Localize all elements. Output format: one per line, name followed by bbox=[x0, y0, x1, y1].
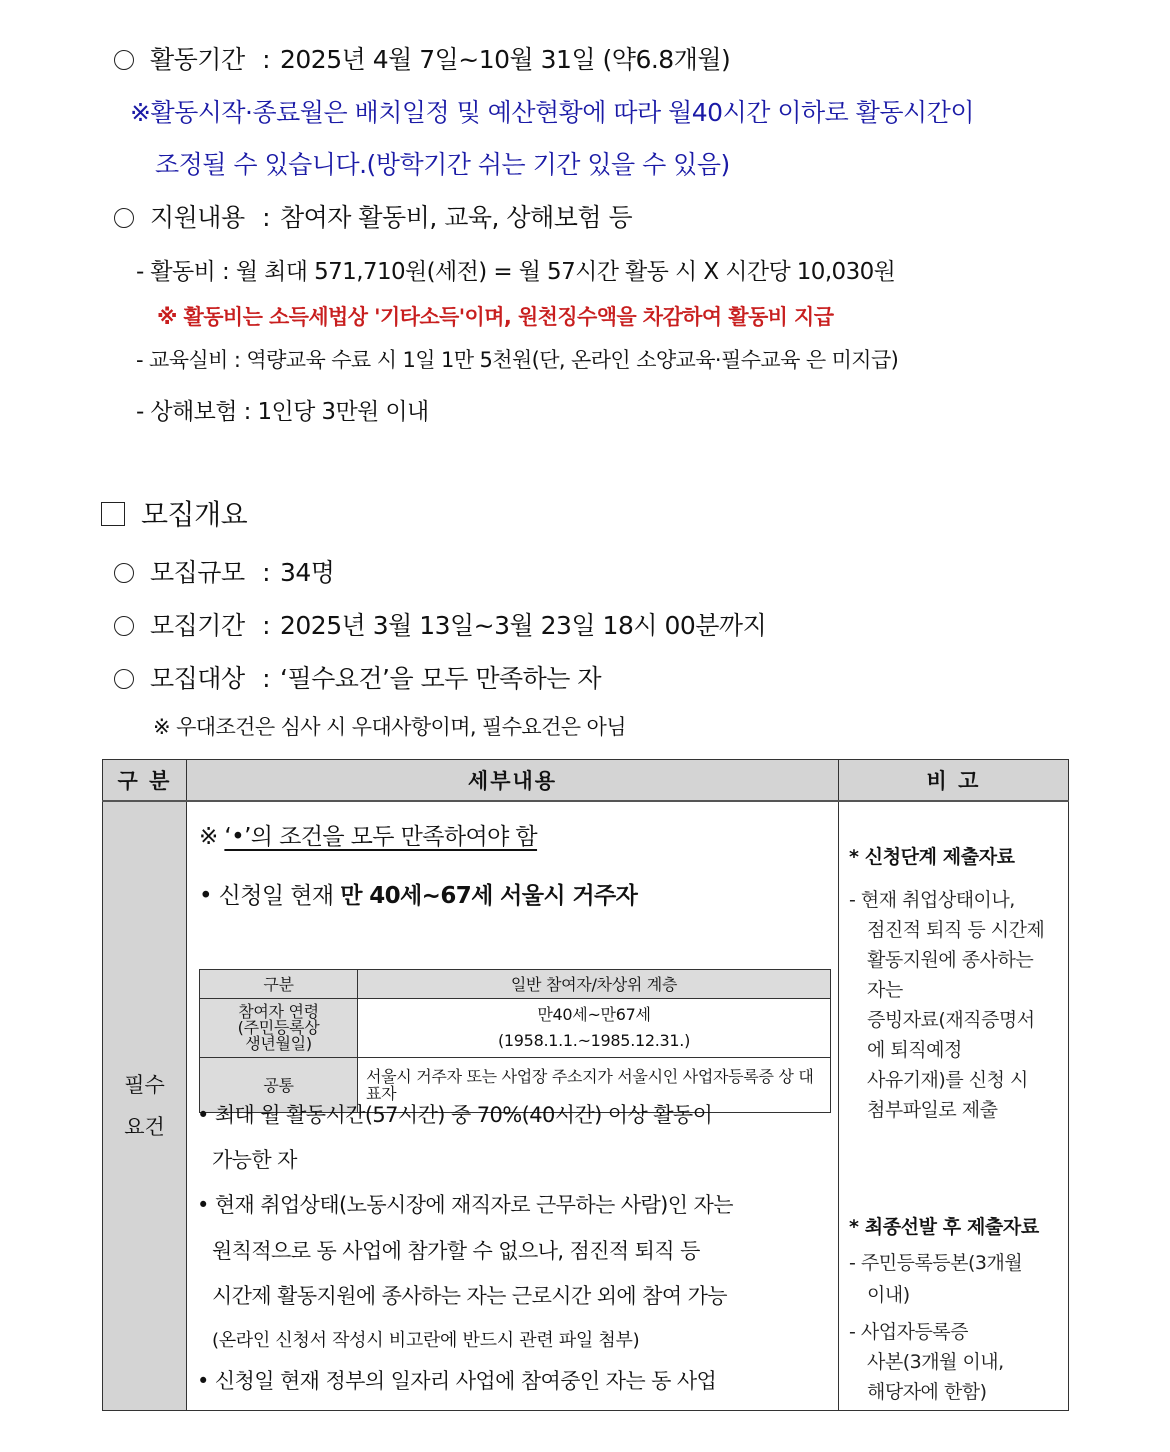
recruit-period-line bbox=[114, 606, 766, 642]
remark-final-l3: - 사업자등록증 bbox=[849, 1321, 969, 1343]
recruit-section-title bbox=[101, 493, 247, 533]
recruit-period-label: 모집기간 bbox=[150, 611, 245, 640]
remark-final-l1: - 주민등록등본(3개월 bbox=[849, 1252, 1023, 1274]
circle-bullet-icon bbox=[114, 669, 134, 689]
remark-application-l6: 에 퇴직예정 bbox=[867, 1039, 962, 1061]
colon: : bbox=[262, 664, 270, 693]
circle-bullet-icon bbox=[114, 50, 134, 70]
bullet-employment-l2: 원칙적으로 동 사업에 참가할 수 없으나, 점진적 퇴직 등 bbox=[212, 1239, 700, 1263]
subtable-common-label: 공통 bbox=[200, 1058, 358, 1113]
bullet1-prefix: • 신청일 현재 bbox=[199, 883, 341, 909]
remark-application-l2: 점진적 퇴직 등 시간제 bbox=[867, 919, 1045, 941]
recruit-scale-value: 34명 bbox=[280, 558, 335, 587]
remark-application-l7: 사유기재)를 신청 시 bbox=[867, 1069, 1028, 1091]
colon: : bbox=[262, 611, 270, 640]
recruit-scale-line bbox=[114, 553, 334, 589]
details-cell bbox=[187, 801, 839, 1411]
activity-period-line bbox=[114, 40, 730, 76]
subtable-row-age bbox=[200, 999, 831, 1058]
table-row bbox=[103, 801, 1069, 1411]
subtable-header-category: 구분 bbox=[200, 970, 358, 999]
detail-note-text: ‘•’의 조건을 모두 만족하여야 함 bbox=[224, 824, 538, 850]
circle-bullet-icon bbox=[114, 208, 134, 228]
support-label: 지원내용 bbox=[150, 203, 245, 232]
recruit-target-label: 모집대상 bbox=[150, 664, 245, 693]
remark-head-final: * 최종선발 후 제출자료 bbox=[849, 1216, 1039, 1238]
square-bullet-icon bbox=[101, 502, 125, 526]
remarks-cell bbox=[839, 801, 1069, 1411]
subtable-age-value bbox=[358, 999, 831, 1058]
subtable-header-row bbox=[200, 970, 831, 999]
age-value-l1: 만40세~만67세 bbox=[537, 1005, 651, 1024]
detail-note bbox=[199, 818, 537, 851]
note-prefix: ※ bbox=[199, 824, 225, 850]
support-item-activity-fee: - 활동비 : 월 최대 571,710원(세전) = 월 57시간 활동 시 X 시간당 10,030원 bbox=[136, 259, 896, 285]
support-line bbox=[114, 198, 632, 234]
circle-bullet-icon bbox=[114, 616, 134, 636]
bullet1-bold: 만 40세~67세 서울시 거주자 bbox=[340, 883, 638, 909]
remark-final-l4: 사본(3개월 이내, bbox=[867, 1351, 1004, 1373]
remark-application-l1: - 현재 취업상태이나, bbox=[849, 889, 1015, 911]
bullet-age-residence bbox=[199, 877, 637, 910]
eligibility-subtable bbox=[199, 969, 831, 1113]
activity-note-line1: ※활동시작·종료월은 배치일정 및 예산현황에 따라 월40시간 이하로 활동시간이 bbox=[130, 98, 974, 127]
bullet-employment-l1: • 현재 취업상태(노동시장에 재직자로 근무하는 사람)인 자는 bbox=[197, 1193, 733, 1217]
recruit-scale-label: 모집규모 bbox=[150, 558, 245, 587]
age-value-l2: (1958.1.1.~1985.12.31.) bbox=[497, 1031, 691, 1050]
support-item-insurance: - 상해보험 : 1인당 3만원 이내 bbox=[136, 399, 429, 425]
colon: : bbox=[262, 203, 270, 232]
age-label-l2: (주민등록상 bbox=[237, 1018, 320, 1037]
age-label-l3: 생년월일) bbox=[245, 1034, 312, 1053]
remark-application-l8: 첨부파일로 제출 bbox=[867, 1099, 998, 1121]
remark-application-l5: 증빙자료(재직증명서 bbox=[867, 1009, 1035, 1031]
remark-final-l2: 이내) bbox=[867, 1284, 910, 1306]
row-label-line2: 요건 bbox=[124, 1115, 165, 1139]
support-item-education: - 교육실비 : 역량교육 수료 시 1일 1만 5천원(단, 온라인 소양교육·필수교육 은 미지급) bbox=[136, 348, 899, 372]
header-remarks: 비 고 bbox=[839, 760, 1069, 802]
row-label-required bbox=[103, 801, 187, 1411]
table-header-row bbox=[103, 760, 1069, 802]
subtable-header-general: 일반 참여자/차상위 계층 bbox=[358, 970, 831, 999]
subtable-age-label bbox=[200, 999, 358, 1058]
bullet-employment-l4: (온라인 신청서 작성시 비고란에 반드시 관련 파일 첨부) bbox=[212, 1330, 640, 1351]
row-label-line1: 필수 bbox=[124, 1073, 165, 1097]
support-value: 참여자 활동비, 교육, 상해보험 등 bbox=[280, 203, 633, 232]
bullet-activity-hours-l2: 가능한 자 bbox=[212, 1148, 297, 1172]
colon: : bbox=[262, 558, 270, 587]
bullet-employment-l3: 시간제 활동지원에 종사하는 자는 근로시간 외에 참여 가능 bbox=[212, 1284, 727, 1308]
header-details: 세부내용 bbox=[187, 760, 839, 802]
section-title-text: 모집개요 bbox=[141, 498, 248, 531]
bullet-gov-jobs-l1: • 신청일 현재 정부의 일자리 사업에 참여중인 자는 동 사업 bbox=[197, 1369, 717, 1393]
remark-application-l4: 자는 bbox=[867, 979, 903, 1001]
header-category: 구 분 bbox=[103, 760, 187, 802]
support-item-tax-note: ※ 활동비는 소득세법상 '기타소득'이며, 원천징수액을 차감하여 활동비 지급 bbox=[157, 305, 834, 329]
subtable-common-value: 서울시 거주자 또는 사업장 주소지가 서울시인 사업자등록증 상 대표자 bbox=[358, 1058, 831, 1113]
activity-period-label: 활동기간 bbox=[150, 45, 245, 74]
recruit-target-note: ※ 우대조건은 심사 시 우대사항이며, 필수요건은 아님 bbox=[153, 715, 626, 739]
requirements-table bbox=[102, 759, 1069, 1411]
remark-final-l5: 해당자에 한함) bbox=[867, 1381, 987, 1403]
circle-bullet-icon bbox=[114, 563, 134, 583]
recruit-period-value: 2025년 3월 13일~3월 23일 18시 00분까지 bbox=[280, 611, 767, 640]
remark-head-application: * 신청단계 제출자료 bbox=[849, 846, 1015, 868]
age-label-l1: 참여자 연령 bbox=[238, 1002, 319, 1021]
recruit-target-value: ‘필수요건’을 모두 만족하는 자 bbox=[280, 664, 602, 693]
activity-note-line2: 조정될 수 있습니다.(방학기간 쉬는 기간 있을 수 있음) bbox=[155, 150, 730, 179]
bullet-activity-hours-l1: • 최대 월 활동시간(57시간) 중 70%(40시간) 이상 활동이 bbox=[197, 1103, 713, 1127]
recruit-target-line bbox=[114, 659, 601, 695]
remark-application-l3: 활동지원에 종사하는 bbox=[867, 949, 1034, 971]
activity-period-value: 2025년 4월 7일~10월 31일 (약6.8개월) bbox=[280, 45, 731, 74]
colon: : bbox=[262, 45, 270, 74]
